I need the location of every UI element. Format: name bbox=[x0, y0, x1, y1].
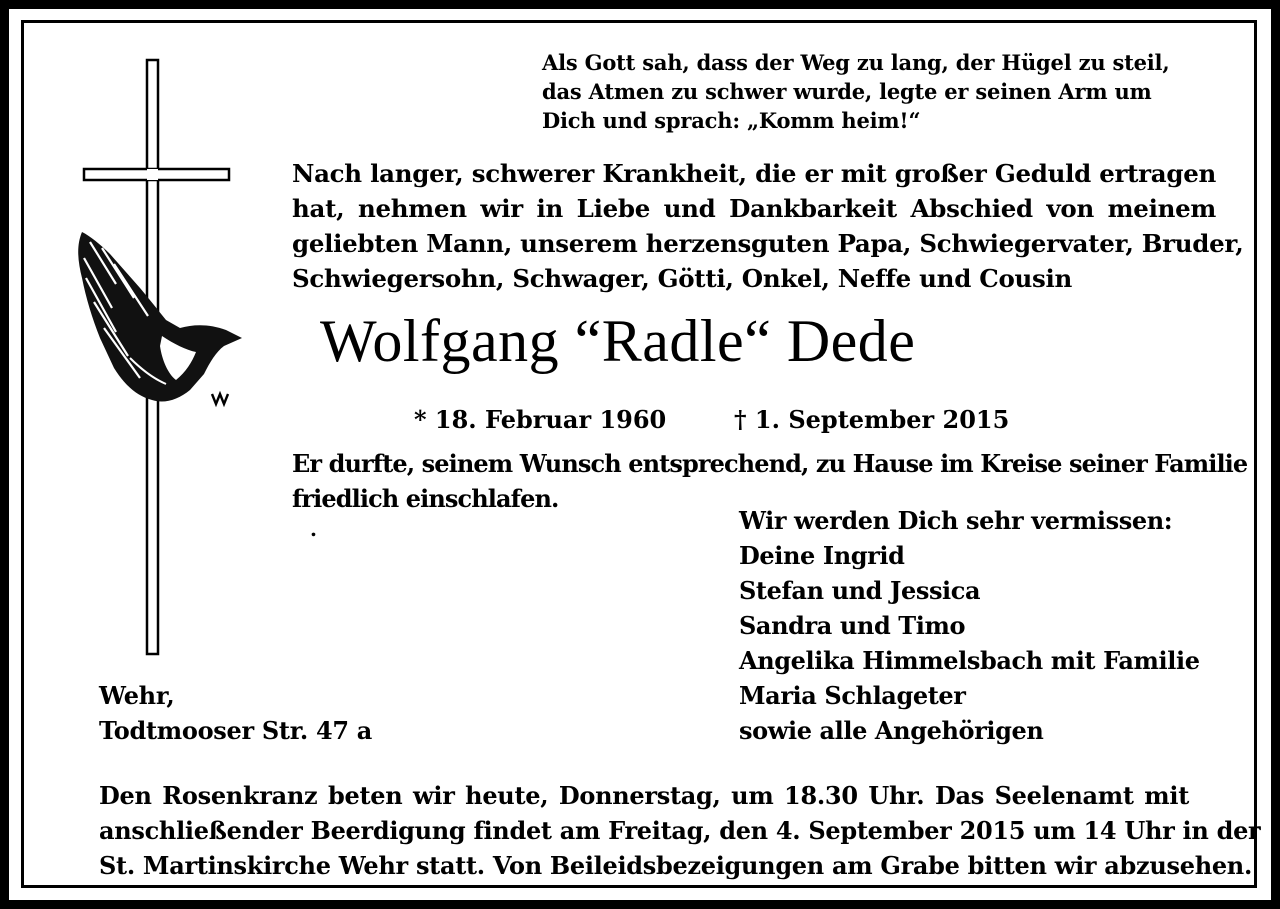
closing-line: anschließender Beerdigung findet am Freitag, den 4. September 2015 um 14 Uhr in der bbox=[99, 816, 1261, 845]
obituary-frame bbox=[21, 20, 1261, 888]
quote bbox=[542, 48, 1169, 135]
family-member: Angelika Himmelsbach mit Familie bbox=[739, 646, 1200, 675]
family-member: Sandra und Timo bbox=[739, 611, 966, 640]
family-member: Deine Ingrid bbox=[739, 541, 905, 570]
deceased-name: Wolfgang “Radle“ Dede bbox=[320, 308, 916, 374]
family-member: Stefan und Jessica bbox=[739, 576, 981, 605]
address bbox=[99, 678, 372, 748]
family-heading: Wir werden Dich sehr vermissen: bbox=[739, 506, 1173, 535]
wish-line: Er durfte, seinem Wunsch entsprechend, zu Hause im Kreise seiner Familie bbox=[292, 449, 1248, 478]
intro-line: geliebten Mann, unserem herzensguten Papa, Schwiegervater, Bruder, bbox=[292, 229, 1244, 258]
family-member: sowie alle Angehörigen bbox=[739, 716, 1044, 745]
death-date: † 1. September 2015 bbox=[734, 405, 1010, 434]
family-member: Maria Schlageter bbox=[739, 681, 966, 710]
quote-line: Als Gott sah, dass der Weg zu lang, der Hügel zu steil, bbox=[542, 50, 1170, 75]
intro-line: hat, nehmen wir in Liebe und Dankbarkeit Abschied von meinem bbox=[292, 194, 1216, 223]
closing-line: St. Martinskirche Wehr statt. Von Beileidsbezeigungen am Grabe bitten wir abzusehen. bbox=[99, 851, 1253, 880]
intro-line: Nach langer, schwerer Krankheit, die er mit großer Geduld ertragen bbox=[292, 159, 1216, 188]
stray-dot: . bbox=[310, 517, 317, 541]
address-street: Todtmooser Str. 47 a bbox=[99, 716, 373, 745]
family-list bbox=[739, 503, 1200, 748]
closing-paragraph bbox=[99, 778, 1261, 883]
intro-paragraph bbox=[292, 156, 1244, 296]
wish-line: friedlich einschlafen. bbox=[292, 484, 559, 513]
address-town: Wehr, bbox=[99, 681, 175, 710]
closing-line: Den Rosenkranz beten wir heute, Donnerstag, um 18.30 Uhr. Das Seelenamt mit bbox=[99, 781, 1189, 810]
praying-hands-icon bbox=[70, 228, 248, 418]
obituary-card bbox=[9, 9, 1271, 900]
quote-line: Dich und sprach: „Komm heim!“ bbox=[542, 108, 921, 133]
birth-date: * 18. Februar 1960 bbox=[414, 405, 667, 434]
quote-line: das Atmen zu schwer wurde, legte er seinen Arm um bbox=[542, 79, 1152, 104]
intro-line: Schwiegersohn, Schwager, Götti, Onkel, Neffe und Cousin bbox=[292, 264, 1073, 293]
